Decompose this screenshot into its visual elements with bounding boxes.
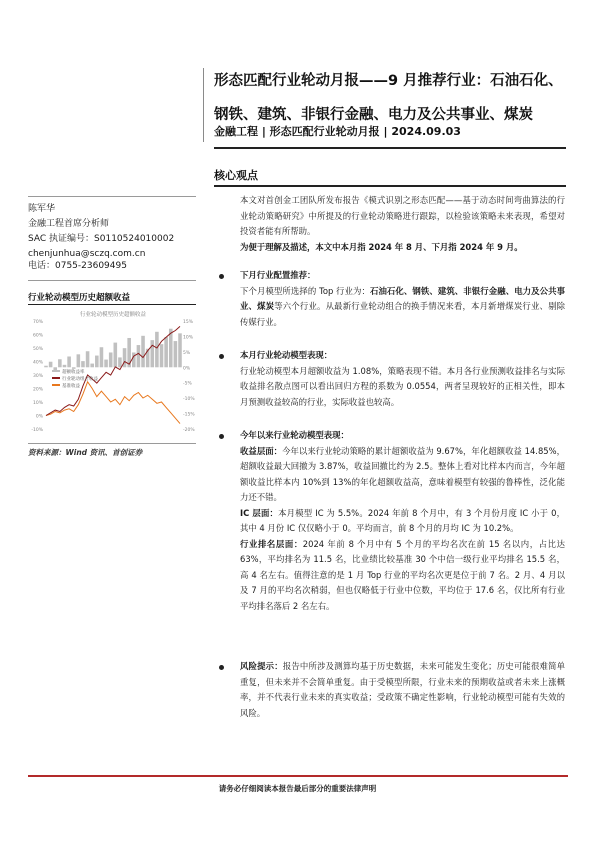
bullet-recommendation xyxy=(240,268,565,330)
y-left-tick-label: -10% xyxy=(31,428,43,433)
y-left-tick-label: 30% xyxy=(32,374,43,379)
excess-return-bar xyxy=(67,356,71,367)
section-rule xyxy=(214,185,566,187)
bullet-body: 行业轮动模型本月超额收益为 1.08%，策略表现不错。本月各行业预测收益排名与实际收益排名散点图可以看出回归方程的系数为 0.0554，两者呈现较好的正相关性，即本月预测收益较高的行业，实际收益也较高。 xyxy=(240,365,565,407)
bullet-risk xyxy=(240,659,565,721)
excess-return-bar xyxy=(118,357,122,367)
bullet-text: 等六个行业。从最新行业轮动组合的换手情况来看，本月新增煤炭行业、剔除传媒行业。 xyxy=(240,301,566,327)
y-left-tick-label: 20% xyxy=(32,387,43,393)
excess-return-bar xyxy=(81,361,85,367)
header-divider-vertical xyxy=(203,68,204,142)
report-title-line-1: 形态匹配行业轮动月报——9 月推荐行业：石油石化、 xyxy=(214,73,563,89)
y-right-tick-label: -15% xyxy=(183,412,195,418)
y-right-tick-label: 5% xyxy=(183,350,191,356)
bullet-dot xyxy=(219,354,224,359)
paragraph-text: 本月模型 IC 为 5.5%。2024 年前 8 个月中，有 3 个月份月度 IC 小于 0，其中 4 月份 IC 仅仅略小于 0。平均而言，前 8 个月的月均 IC 为 10.2%。 xyxy=(240,507,565,533)
bullet-ytd-performance xyxy=(240,428,565,614)
intro-paragraph xyxy=(240,193,565,255)
paragraph-text: 今年以来行业轮动策略的累计超额收益为 9.67%，年化超额收益 14.85%，超额收益最大回撤为 3.87%，收益回撤比约为 2.5。整体上看对比样本内而言，今年超额收益比样本内 10%到 13%的年化超额收益高，意味着模型有较强的鲁棒性，泛化能力还不错。 xyxy=(240,445,566,502)
y-right-tick-label: 0% xyxy=(183,366,191,372)
y-left-tick-label: 0% xyxy=(35,414,43,420)
chart-title-rule xyxy=(28,304,196,305)
y-right-tick-label: -10% xyxy=(183,397,195,403)
bullet-dot xyxy=(219,434,224,439)
excess-return-bar xyxy=(77,354,81,367)
paragraph-text: 2024 年前 8 个月中有 5 个月的平均名次在前 15 名以内，占比达 63%，平均排名为 11.5 名，比业绩比较基准 30 个中信一级行业平均排名 15.5 名，高 4 名左右。值得注意的是 1 月 Top 行业的平均名次更是位于前 7 名。2 月、4 月以及 7 月的平均名次稍弱，但也仅略低于行业中位数，平均位于 17.6 名，仅比所有行业平均排名落后 2 名左右。 xyxy=(240,538,565,611)
bullet-dot xyxy=(219,274,224,279)
chart-background xyxy=(28,307,198,441)
legend-swatch xyxy=(52,370,60,372)
bullet-dot xyxy=(219,665,224,670)
sac-number: SAC 执证编号：S0110524010002 xyxy=(28,234,175,244)
bullet-heading: 本月行业轮动模型表现： xyxy=(240,350,333,360)
legend-label: 行业轮动组合收益 xyxy=(62,377,98,382)
y-right-tick-label: -5% xyxy=(183,381,192,387)
bullet-monthly-performance xyxy=(240,348,565,410)
chart-source: 资料来源：Wind 资讯、首创证券 xyxy=(28,448,143,457)
report-title-line-2: 钢铁、建筑、非银行金融、电力及公共事业、煤炭 xyxy=(214,107,533,123)
excess-return-bar xyxy=(114,343,118,368)
ytd-return-paragraph xyxy=(240,444,565,506)
excess-return-bar xyxy=(174,341,178,367)
y-right-tick-label: -20% xyxy=(183,428,195,433)
legend-swatch xyxy=(52,377,60,379)
footer-rule xyxy=(28,775,568,777)
excess-return-bar xyxy=(160,344,164,367)
sidebar-mid-rule xyxy=(28,280,196,281)
title-rule xyxy=(214,147,566,149)
excess-return-bar xyxy=(86,351,90,367)
excess-return-chart xyxy=(28,307,198,441)
excess-return-bar xyxy=(164,337,168,367)
excess-return-bar xyxy=(178,333,182,367)
bullet-heading: 今年以来行业轮动模型表现： xyxy=(240,430,349,440)
paragraph-label: 行业排名层面： xyxy=(240,538,303,549)
analyst-phone: 电话：0755-23609495 xyxy=(28,261,127,271)
ytd-ic-paragraph xyxy=(240,506,565,537)
excess-return-bar xyxy=(58,359,62,367)
intro-note: 为便于理解及描述，本文中本月指 2024 年 8 月、下月指 2024 年 9 月。 xyxy=(240,241,523,252)
excess-return-bar xyxy=(155,332,159,367)
analyst-email: chenjunhua@sczq.com.cn xyxy=(28,249,146,259)
chart-inner-title: 行业轮动模型历史超额收益 xyxy=(79,312,147,318)
excess-return-bar xyxy=(49,362,53,368)
y-left-tick-label: 60% xyxy=(32,333,43,339)
section-title: 核心观点 xyxy=(214,169,258,182)
legend-label: 超额收益率 xyxy=(62,370,85,375)
excess-return-bar xyxy=(72,367,76,369)
y-right-tick-label: 15% xyxy=(183,320,194,325)
excess-return-bar xyxy=(141,336,145,367)
y-left-tick-label: 50% xyxy=(32,347,43,352)
y-left-tick-label: 70% xyxy=(32,320,43,325)
legend-swatch xyxy=(52,384,60,386)
recommended-industries: 石油石化、钢铁、建筑、非银行金融、电力及公共事业、煤炭 xyxy=(240,285,565,311)
excess-return-bar xyxy=(132,352,136,367)
report-subtitle: 金融工程 | 形态匹配行业轮动月报 | 2024.09.03 xyxy=(214,125,461,138)
paragraph-label: 收益层面： xyxy=(240,445,283,456)
excess-return-bar xyxy=(95,356,99,368)
excess-return-bar xyxy=(150,340,154,367)
footer-disclaimer: 请务必仔细阅读本报告最后部分的重要法律声明 xyxy=(218,784,377,793)
y-right-tick-label: 10% xyxy=(183,335,194,341)
report-title xyxy=(214,64,586,132)
chart-title: 行业轮动模型历史超额收益 xyxy=(28,293,131,303)
bullet-heading: 风险提示： xyxy=(240,661,283,671)
excess-return-bar xyxy=(137,345,141,367)
excess-return-bar xyxy=(109,352,113,367)
y-left-tick-label: 10% xyxy=(32,401,43,406)
excess-return-bar xyxy=(53,367,57,370)
sidebar-top-rule xyxy=(28,196,196,197)
bullet-text: 下个月模型所选择的 Top 行业为： xyxy=(240,285,370,296)
bullet-body xyxy=(240,284,565,331)
excess-return-bar xyxy=(100,347,104,367)
excess-return-bar xyxy=(90,364,94,368)
excess-return-bar xyxy=(63,365,67,367)
intro-text: 本文对首创金工团队所发布报告《模式识别之形态匹配——基于动态时间弯曲算法的行业轮动策略研究》中所提及的行业轮动策略进行跟踪，以检验该策略未来表现，希望对投资者能有所帮助。 xyxy=(240,195,565,236)
excess-return-bar xyxy=(104,360,108,368)
legend-label: 基准收益 xyxy=(62,384,80,389)
ytd-rank-paragraph xyxy=(240,537,565,615)
excess-return-bar xyxy=(44,366,48,368)
chart-bottom-rule xyxy=(28,443,196,444)
bullet-body: 报告中所涉及测算均基于历史数据，未来可能发生变化；历史可能很难简单重复，但未来并不会简单重复。由于受模型所限，行业未来的预期收益或者未来上涨概率，并不代表行业未来的真实收益；受政策不确定性影响，行业轮动模型可能有失效的风险。 xyxy=(240,661,566,718)
analyst-name: 陈军华 xyxy=(28,204,56,214)
analyst-role: 金融工程首席分析师 xyxy=(28,219,110,229)
paragraph-label: IC 层面： xyxy=(240,507,279,518)
y-left-tick-label: 40% xyxy=(32,360,43,366)
bullet-heading: 下月行业配置推荐： xyxy=(240,270,316,280)
